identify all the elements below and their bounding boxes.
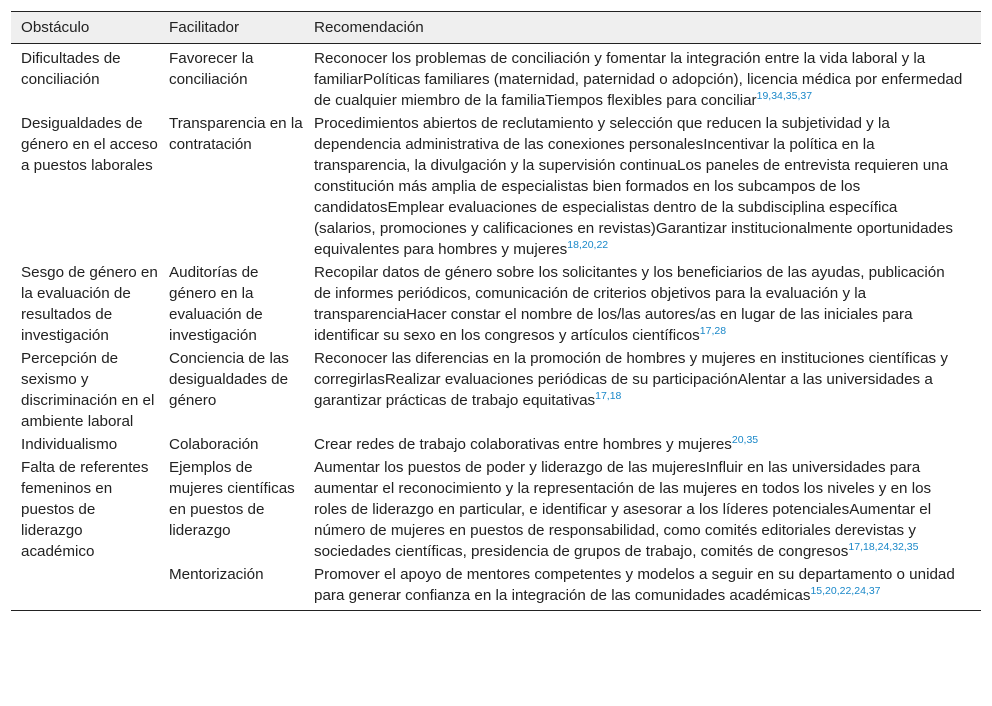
reference-citation — [810, 585, 880, 597]
cell-recomendacion — [304, 433, 981, 456]
reference-citation — [700, 325, 726, 337]
table-row — [11, 433, 981, 456]
table-row — [11, 112, 981, 261]
cell-obstaculo: Desigualdades de género en el acceso a puestos laborales — [21, 115, 158, 174]
recommendation-text: Procedimientos abiertos de reclutamiento y selección que reducen la subjetividad y la dependencia administrativa de las conexiones personalesIncentivar la política en la transparencia, la divulgación y la supervisión continuaLos paneles de entrevista requieren una constitución más amplia de especialistas bien formados en los subcampos de los candidatosEmplear evaluaciones de especialistas dentro de la subdisciplina específica (salarios, promociones y calificaciones en revistas)Garantizar institucionalmente oportunidades equivalentes para hombres y mujeres — [314, 115, 954, 258]
header-facilitador: Facilitador — [159, 12, 304, 44]
reference-link[interactable]: 17,18,24,32,35 — [848, 540, 919, 553]
cell-facilitador: Auditorías de género en la evaluación de investigación — [169, 264, 263, 344]
cell-facilitador: Conciencia de las desigualdades de género — [169, 350, 289, 409]
reference-citation — [848, 541, 918, 553]
recommendation-text: Recopilar datos de género sobre los solicitantes y los beneficiarios de las ayudas, publicación de informes periódicos, comunicación de criterios objetivos para la evaluación y la transparenciaHacer constar el nombre de los/las autores/as en lugar de las iniciales para identificar su sexo en los congresos y artículos científicos — [314, 264, 945, 344]
reference-citation — [595, 390, 621, 402]
reference-citation — [732, 434, 758, 446]
cell-recomendacion — [304, 112, 981, 261]
table-row — [11, 456, 981, 563]
cell-obstaculo: Percepción de sexismo y discriminación en el ambiente laboral — [21, 350, 155, 430]
cell-obstaculo: Dificultades de conciliación — [21, 50, 121, 88]
table-row — [11, 563, 981, 611]
cell-recomendacion — [304, 456, 981, 563]
reference-link[interactable]: 15,20,22,24,37 — [810, 584, 881, 597]
table-row — [11, 261, 981, 347]
reference-link[interactable]: 18,20,22 — [567, 238, 609, 251]
table-header-row — [11, 12, 981, 44]
reference-link[interactable]: 19,34,35,37 — [756, 89, 813, 102]
recommendation-text: Reconocer las diferencias en la promoción de hombres y mujeres en instituciones científicas y corregirlasRealizar evaluaciones periódicas de su participaciónAlentar a las universidades a garantizar prácticas de trabajo equitativas — [314, 350, 948, 409]
recommendation-text: Reconocer los problemas de conciliación y fomentar la integración entre la vida laboral y la familiarPolíticas familiares (maternidad, paternidad o adopción), licencia médica por enfermedad de cualquier miembro de la familiaTiempos flexibles para conciliar — [314, 50, 963, 109]
cell-facilitador: Transparencia en la contratación — [169, 115, 303, 153]
reference-link[interactable]: 17,18 — [595, 389, 622, 402]
reference-link[interactable]: 20,35 — [731, 433, 759, 446]
reference-citation — [757, 90, 812, 102]
recommendation-text: Crear redes de trabajo colaborativas entre hombres y mujeres — [314, 436, 732, 453]
table-row — [11, 44, 981, 113]
cell-recomendacion — [304, 563, 981, 611]
header-obstaculo: Obstáculo — [11, 12, 159, 44]
cell-recomendacion — [304, 261, 981, 347]
recommendations-table — [11, 11, 981, 611]
reference-link[interactable]: 17,28 — [699, 324, 727, 337]
recommendation-text: Promover el apoyo de mentores competentes y modelos a seguir en su departamento o unidad para generar confianza en la integración de las comunidades académicas — [314, 566, 955, 604]
recommendation-text: Aumentar los puestos de poder y liderazgo de las mujeresInfluir en las universidades para aumentar el reconocimiento y la representación de las mujeres en todos los niveles y en los roles de liderazgo en particular, e identificar y asesorar a los líderes potencialesAumentar el número de mujeres en puestos de responsabilidad, como comités editoriales derevistas y sociedades científicas, presidencia de grupos de trabajo, comités de congresos — [314, 459, 932, 560]
reference-citation — [567, 239, 608, 251]
cell-recomendacion — [304, 347, 981, 433]
cell-obstaculo: Falta de referentes femeninos en puestos de liderazgo académico — [21, 459, 149, 560]
cell-facilitador: Mentorización — [159, 563, 304, 611]
cell-facilitador: Favorecer la conciliación — [169, 50, 254, 88]
cell-obstaculo — [11, 563, 159, 611]
table-container — [11, 11, 981, 611]
cell-recomendacion — [304, 44, 981, 113]
cell-obstaculo: Individualismo — [21, 436, 118, 453]
table-row — [11, 347, 981, 433]
cell-facilitador: Colaboración — [169, 436, 259, 453]
header-recomendacion: Recomendación — [304, 12, 981, 44]
cell-facilitador: Ejemplos de mujeres científicas en puestos de liderazgo — [169, 459, 295, 539]
cell-obstaculo: Sesgo de género en la evaluación de resultados de investigación — [21, 264, 158, 344]
